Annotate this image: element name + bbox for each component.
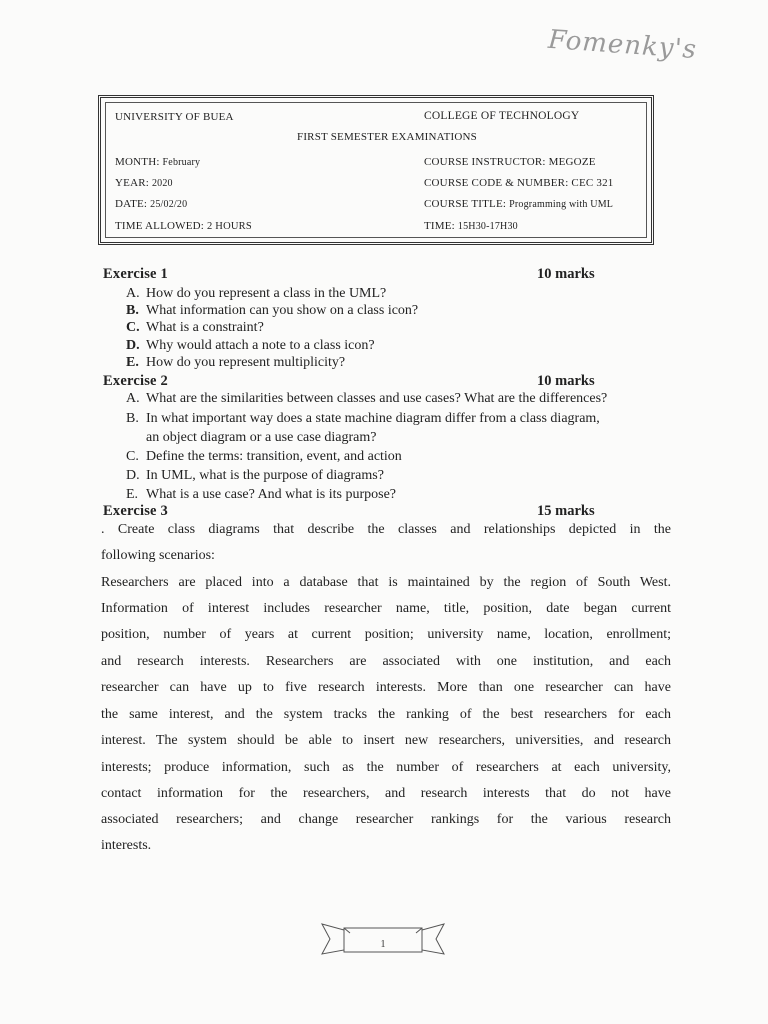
college-name: COLLEGE OF TECHNOLOGY [424, 110, 580, 122]
exam-header-box [98, 95, 654, 245]
time-field: TIME: 15H30-17H30 [424, 220, 518, 232]
month-field: MONTH: February [115, 156, 201, 168]
exercise1-question-b: B. What information can you show on a class icon? [126, 303, 419, 318]
exercise3-line: contact information for the researchers, and research interests that do not have [101, 786, 671, 801]
exercise1-question-e: E. How do you represent multiplicity? [126, 355, 346, 370]
exercise2-question-c: C. Define the terms: transition, event, and action [126, 449, 402, 464]
exercise3-line: Information of interest includes researcher name, title, position, date began current [101, 601, 671, 616]
university-name: UNIVERSITY OF BUEA [115, 111, 234, 123]
exercise1-question-a: A. How do you represent a class in the UML? [126, 286, 387, 301]
exercise1-question-d: D. Why would attach a note to a class icon? [126, 338, 375, 353]
page-number-ornament [320, 920, 446, 956]
exercise3-line: and research interests. Researchers are associated with one institution, and each [101, 654, 671, 669]
exercise2-marks: 10 marks [537, 373, 595, 389]
exercise3-line: . Create class diagrams that describe the classes and relationships depicted in the [101, 522, 671, 537]
exam-title: FIRST SEMESTER EXAMINATIONS [297, 131, 477, 143]
exercise3-line: interests; produce information, such as the number of researchers at each university, [101, 760, 671, 775]
exercise3-marks: 15 marks [537, 503, 595, 519]
exercise3-line: interest. The system should be able to insert new researchers, universities, and research [101, 733, 671, 748]
exercise2-question-d: D. In UML, what is the purpose of diagrams? [126, 468, 384, 483]
exercise2-title: Exercise 2 [103, 373, 168, 389]
exercise3-title: Exercise 3 [103, 503, 168, 519]
handwritten-note: Fomenky's [547, 24, 698, 66]
exercise2-question-b-continued: an object diagram or a use case diagram? [146, 430, 377, 445]
exercise2-question-a: A. What are the similarities between classes and use cases? What are the differences? [126, 391, 608, 406]
exercise3-line: Researchers are placed into a database that is maintained by the region of South West. [101, 575, 671, 590]
exercise1-question-c: C. What is a constraint? [126, 320, 264, 335]
exercise3-line: position, number of years at current position; university name, location, enrollment; [101, 627, 671, 642]
time-allowed-field: TIME ALLOWED: 2 HOURS [115, 220, 252, 232]
exercise3-line: researcher can have up to five research interests. More than one researcher can have [101, 680, 671, 695]
date-field: DATE: 25/02/20 [115, 198, 188, 210]
exercise3-line: following scenarios: [101, 548, 215, 563]
exercise3-line: associated researchers; and change researcher rankings for the various research [101, 812, 671, 827]
year-field: YEAR: 2020 [115, 177, 173, 189]
exercise2-question-e: E. What is a use case? And what is its purpose? [126, 487, 396, 502]
course-title-field: COURSE TITLE: Programming with UML [424, 198, 614, 210]
exercise1-title: Exercise 1 [103, 266, 168, 282]
course-code-field: COURSE CODE & NUMBER: CEC 321 [424, 177, 614, 189]
exercise1-marks: 10 marks [537, 266, 595, 282]
exercise2-question-b: B. In what important way does a state machine diagram differ from a class diagram, [126, 411, 600, 426]
page-number: 1 [380, 939, 386, 950]
instructor-field: COURSE INSTRUCTOR: MEGOZE [424, 156, 596, 168]
exercise3-line: the same interest, and the system tracks the ranking of the best researchers for each [101, 707, 671, 722]
exercise3-line: interests. [101, 838, 152, 853]
